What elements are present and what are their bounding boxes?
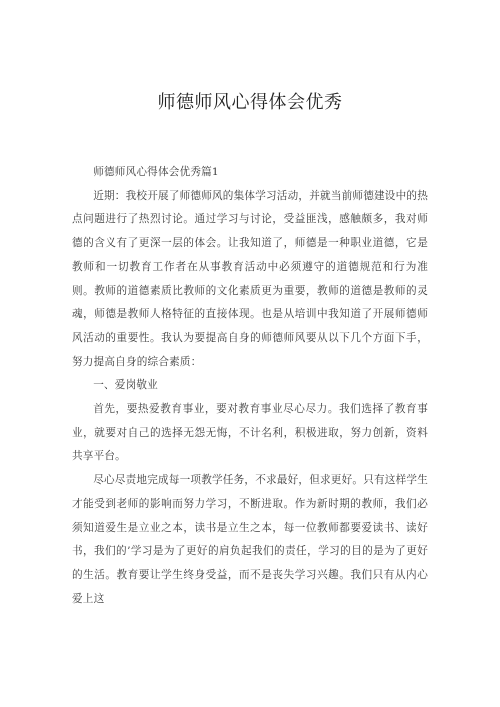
document-body bbox=[72, 161, 428, 611]
body-paragraph: 近期：我校开展了师德师风的集体学习活动，并就当前师德建设中的热点问题进行了热烈讨论。通过学习与讨论，受益匪浅，感触颇多，我对师德的含义有了更深一层的体会。让我知道了，师德是一种职业道德，它是教师和一切教育工作者在从事教育活动中必须遵守的道德规范和行为准则。教师的道德素质比教师的文化素质更为重要，教师的道德是教师的灵魂，师德是教师人格特征的直接体现。也是从培训中我知道了开展师德师风活动的重要性。我认为要提高自身的师德师风要从以下几个方面下手，努力提高自身的综合素质： bbox=[72, 189, 428, 368]
body-paragraph: 首先，要热爱教育事业，要对教育事业尽心尽力。我们选择了教育事业，就要对自己的选择无怨无悔，不计名利，积极进取，努力创新，资料共享平台。 bbox=[72, 403, 428, 463]
body-paragraph: 尽心尽责地完成每一项教学任务，不求最好，但求更好。只有这样学生才能受到老师的影响而努力学习，不断进取。作为新时期的教师，我们必须知道爱生是立业之本，读书是立生之本，每一位教师都要爱读书、读好书，我们的’学习是为了更好的肩负起我们的责任，学习的目的是为了更好的生活。教育要让学生终身受益，而不是丧失学习兴趣。我们只有从内心爱上这 bbox=[72, 474, 428, 605]
subsection-heading: 一、爱岗敬业 bbox=[93, 379, 158, 392]
document-title: 师德师风心得体会优秀 bbox=[157, 92, 343, 113]
section-heading: 师德师风心得体会优秀篇1 bbox=[93, 166, 219, 178]
